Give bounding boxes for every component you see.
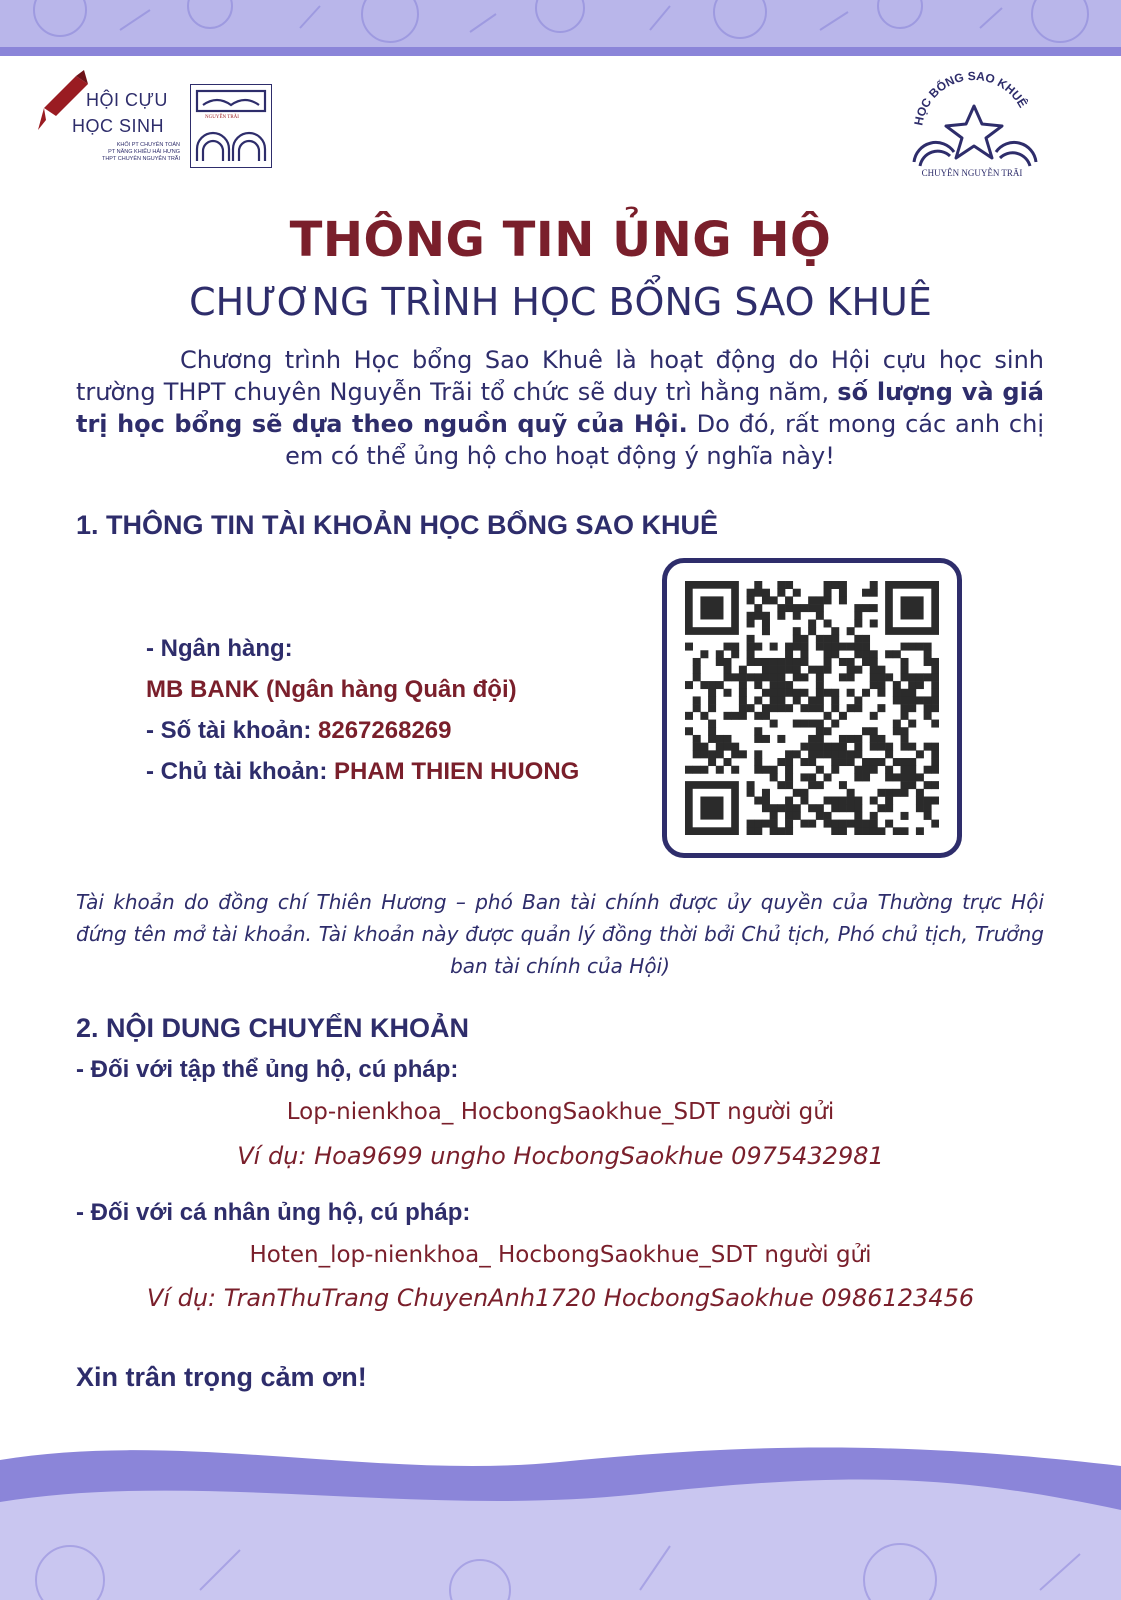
logo-text-line1: HỘI CỰU: [86, 90, 168, 110]
crest-text: NGUYỄN TRÃI: [205, 115, 239, 120]
svg-text:HỌC BỔNG SAO KHUÊ: HỌC BỔNG SAO KHUÊ: [911, 68, 1030, 127]
bottom-decorative-band: [0, 1440, 1121, 1600]
top-decorative-band: [0, 0, 1121, 56]
qr-code: [685, 581, 939, 835]
account-number-row: - Số tài khoản: 8267268269: [146, 717, 452, 744]
scholarship-logo: [900, 66, 1050, 186]
intro-paragraph: Chương trình Học bổng Sao Khuê là hoạt động do Hội cựu học sinh trường THPT chuyên Nguyễn Trãi tổ chức sẽ duy trì hằng năm, số lượng và giá trị học bổng sẽ dựa theo nguồn quỹ của Hội. Do đó, rất mong các anh chị em có thể ủng hộ cho hoạt động ý nghĩa này!: [76, 346, 1045, 470]
logo-text-line2: HỌC SINH: [72, 116, 165, 136]
account-note: Tài khoản do đồng chí Thiên Hương – phó Ban tài chính được ủy quyền của Thường trực Hội đứng tên mở tài khoản. Tài khoản này được quản lý đồng thời bởi Chủ tịch, Phó chủ tịch, Trưởng ban tài chính của Hội): [76, 890, 1044, 978]
group-donation-syntax: Lop-nienkhoa_ HocbongSaokhue_SDT người gửi: [286, 1099, 835, 1125]
qr-code-frame: [662, 558, 962, 858]
section1-heading: 1. THÔNG TIN TÀI KHOẢN HỌC BỔNG SAO KHUÊ: [76, 510, 719, 540]
logo-subtext: KHỐI PT CHUYÊN TOÁN PT NĂNG KHIẾU HẢI HƯNG THPT CHUYÊN NGUYỄN TRÃI: [101, 142, 180, 162]
star-icon: [900, 66, 1050, 176]
group-donation-example: Ví dụ: Hoa9699 ungho HocbongSaokhue 0975432981: [237, 1142, 884, 1170]
individual-donation-example: Ví dụ: TranThuTrang ChuyenAnh1720 HocbongSaokhue 0986123456: [146, 1284, 975, 1312]
account-holder: PHAM THIEN HUONG: [334, 758, 580, 785]
doodle-pattern: [0, 0, 1121, 47]
account-number: 8267268269: [318, 717, 452, 744]
wave-pattern: [0, 1440, 1121, 1600]
section2-heading: 2. NỘI DUNG CHUYỂN KHOẢN: [76, 1013, 470, 1043]
school-emblem-icon: [191, 85, 271, 165]
closing-thanks: Xin trân trọng cảm ơn!: [76, 1362, 367, 1392]
alumni-association-logo: [36, 70, 276, 170]
page-title: THÔNG TIN ỦNG HỘ: [289, 212, 832, 268]
individual-donation-label: - Đối với cá nhân ủng hộ, cú pháp:: [76, 1199, 471, 1226]
scholarship-logo-text: CHUYÊN NGUYỄN TRÃI: [921, 168, 1023, 178]
individual-donation-syntax: Hoten_lop-nienkhoa_ HocbongSaokhue_SDT người gửi: [249, 1242, 872, 1268]
bank-label: - Ngân hàng:: [146, 635, 293, 662]
bank-info: [146, 628, 579, 792]
account-holder-row: - Chủ tài khoản: PHAM THIEN HUONG: [146, 758, 580, 785]
bank-name: MB BANK (Ngân hàng Quân đội): [146, 676, 517, 703]
page-subtitle: CHƯƠNG TRÌNH HỌC BỔNG SAO KHUÊ: [189, 280, 932, 324]
school-crest: [190, 84, 272, 168]
group-donation-label: - Đối với tập thể ủng hộ, cú pháp:: [76, 1056, 459, 1083]
